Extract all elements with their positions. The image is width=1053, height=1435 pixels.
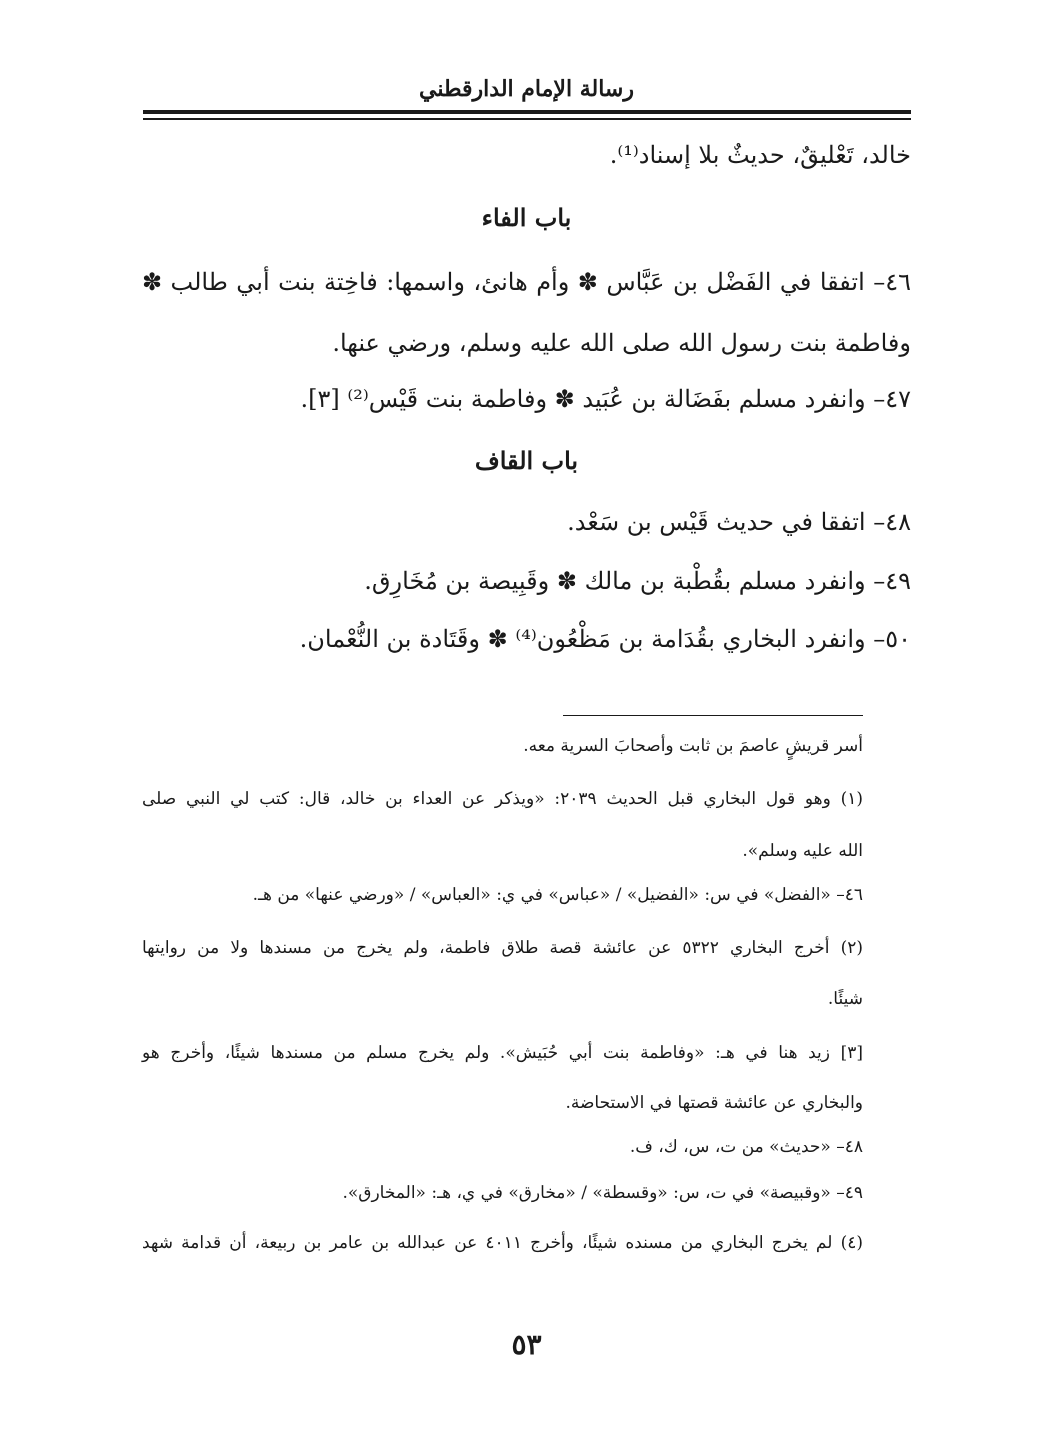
- entry-46-line-1: ٤٦– اتفقا في الفَضْل بن عَبَّاس ✽ وأم هانئ، واسمها: فاخِتة بنت أبي طالب ✽: [142, 268, 911, 296]
- footnote-2-line-2: شيئًا.: [827, 989, 863, 1009]
- section-heading-qaf: باب القاف: [474, 446, 579, 475]
- entry-47: ٤٧– وانفرد مسلم بفَضَالة بن عُبَيد ✽ وفاطمة بنت قَيْس⁽²⁾ [٣].: [300, 385, 911, 413]
- variant-note-48: ٤٨– «حديث» من ت، س، ك، ف.: [629, 1137, 863, 1157]
- continuation-line: خالد، تَعْليقٌ، حديثٌ بلا إسناد⁽¹⁾.: [609, 141, 911, 169]
- footnote-3-line-1: [٣] زيد هنا في هـ: «وفاطمة بنت أبي حُبَيش». ولم يخرج مسلم من مسندها شيئًا، وأخرج هو: [142, 1043, 863, 1063]
- footnote-3-line-2: والبخاري عن عائشة قصتها في الاستحاضة.: [565, 1093, 863, 1113]
- footnote-separator: [563, 715, 863, 716]
- footnote-4-line-1: (٤) لم يخرج البخاري من مسنده شيئًا، وأخرج ٤٠١١ عن عبدالله بن عامر بن ربيعة، أن قدامة شهد: [142, 1233, 863, 1253]
- variant-note-49: ٤٩– «وقبيصة» في ت، س: «وقسطة» / «مخارق» في ي، هـ: «المخارق».: [342, 1183, 863, 1203]
- section-heading-fa: باب الفاء: [481, 203, 572, 232]
- page-number: ٥٣: [511, 1328, 542, 1361]
- running-header-title: رسالة الإمام الدارقطني: [419, 76, 634, 102]
- header-rule-thick: [143, 110, 911, 114]
- entry-46-line-2: وفاطمة بنت رسول الله صلى الله عليه وسلم، ورضي عنها.: [332, 329, 911, 357]
- footnote-2-line-1: (٢) أخرج البخاري ٥٣٢٢ عن عائشة قصة طلاق فاطمة، ولم يخرج من مسندها ولا من روايتها: [142, 938, 863, 958]
- entry-48: ٤٨– اتفقا في حديث قَيْس بن سَعْد.: [567, 508, 911, 536]
- footnote-carryover: أسر قريشٍ عاصمَ بن ثابت وأصحابَ السرية معه.: [523, 736, 863, 756]
- variant-note-46: ٤٦– «الفضل» في س: «الفضيل» / «عباس» في ي: «العباس» / «ورضي عنها» من هـ.: [252, 885, 863, 905]
- footnote-1-line-1: (١) وهو قول البخاري قبل الحديث ٢٠٣٩: «ويذكر عن العداء بن خالد، قال: كتب لي النبي صلى: [142, 789, 863, 809]
- entry-49: ٤٩– وانفرد مسلم بقُطْبة بن مالك ✽ وقَبِيصة بن مُخَارِق.: [364, 567, 911, 595]
- entry-50: ٥٠– وانفرد البخاري بقُدَامة بن مَظْعُون⁽⁴⁾ ✽ وقَتَادة بن النُّعْمان.: [299, 625, 911, 653]
- header-rule-thin: [143, 118, 911, 120]
- footnote-1-line-2: الله عليه وسلم».: [742, 841, 863, 861]
